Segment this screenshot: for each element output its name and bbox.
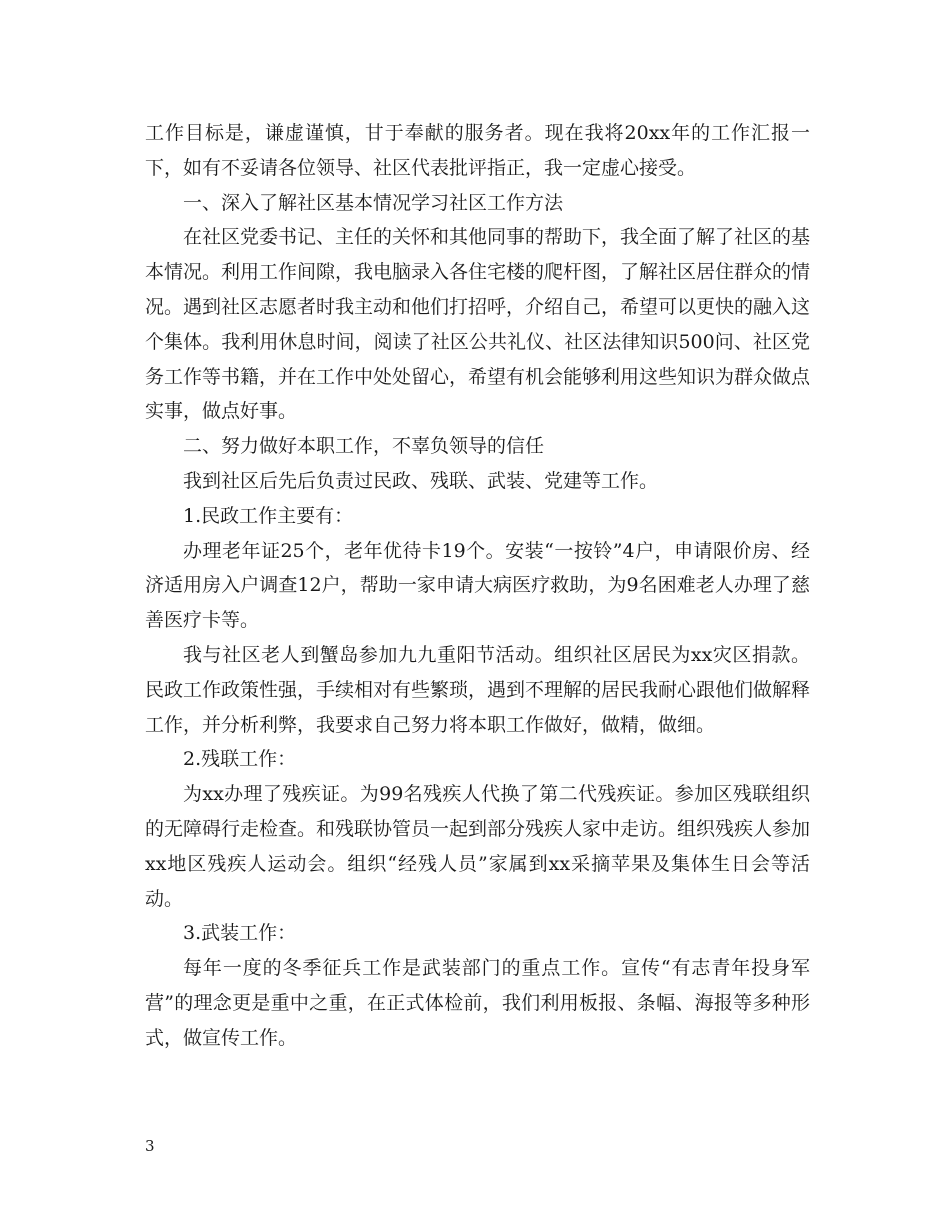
subheading-armed-forces: 3.武装工作： (183, 922, 297, 945)
document-body (145, 116, 810, 1056)
page-number: 3 (145, 1137, 155, 1155)
paragraph-responsibilities: 我到社区后先后负责过民政、残联、武装、党建等工作。 (183, 469, 659, 492)
section-heading-2: 二、努力做好本职工作，不辜负领导的信任 (183, 435, 545, 458)
section-heading-1: 一、深入了解社区基本情况学习社区工作方法 (183, 191, 564, 214)
paragraph-disability-federation: 为xx办理了残疾证。为99名残疾人代换了第二代残疾证。参加区残联组织的无障碍行走检查。和残联协管员一起到部分残疾人家中走访。组织残疾人参加xx地区残疾人运动会。组织“经残人员”家属到xx采摘苹果及集体生日会等活动。 (145, 783, 811, 910)
paragraph-civil-affairs-activities: 我与社区老人到蟹岛参加九九重阳节活动。组织社区居民为xx灾区捐款。民政工作政策性强，手续相对有些繁琐，遇到不理解的居民我耐心跟他们做解释工作，并分析利弊，我要求自己努力将本职工作做好，做精，做细。 (145, 643, 811, 736)
subheading-civil-affairs: 1.民政工作主要有： (183, 504, 354, 527)
paragraph-civil-affairs-items: 办理老年证25个，老年优待卡19个。安装“一按铃”4户，申请限价房、经济适用房入户调查12户，帮助一家申请大病医疗救助，为9名困难老人办理了慈善医疗卡等。 (145, 539, 810, 632)
subheading-disability-federation: 2.残联工作： (183, 748, 297, 771)
paragraph-community-learning: 在社区党委书记、主任的关怀和其他同事的帮助下，我全面了解了社区的基本情况。利用工作间隙，我电脑录入各住宅楼的爬杆图，了解社区居住群众的情况。遇到社区志愿者时我主动和他们打招呼，介绍自己，希望可以更快的融入这个集体。我利用休息时间，阅读了社区公共礼仪、社区法律知识500问、社区党务工作等书籍，并在工作中处处留心，希望有机会能够利用这些知识为群众做点实事，做点好事。 (145, 226, 811, 423)
paragraph-armed-forces: 每年一度的冬季征兵工作是武装部门的重点工作。宣传“有志青年投身军营”的理念更是重中之重，在正式体检前，我们利用板报、条幅、海报等多种形式，做宣传工作。 (145, 957, 810, 1049)
paragraph-intro: 工作目标是，谦虚谨慎，甘于奉献的服务者。现在我将20xx年的工作汇报一下，如有不妥请各位领导、社区代表批评指正，我一定虚心接受。 (145, 122, 810, 179)
